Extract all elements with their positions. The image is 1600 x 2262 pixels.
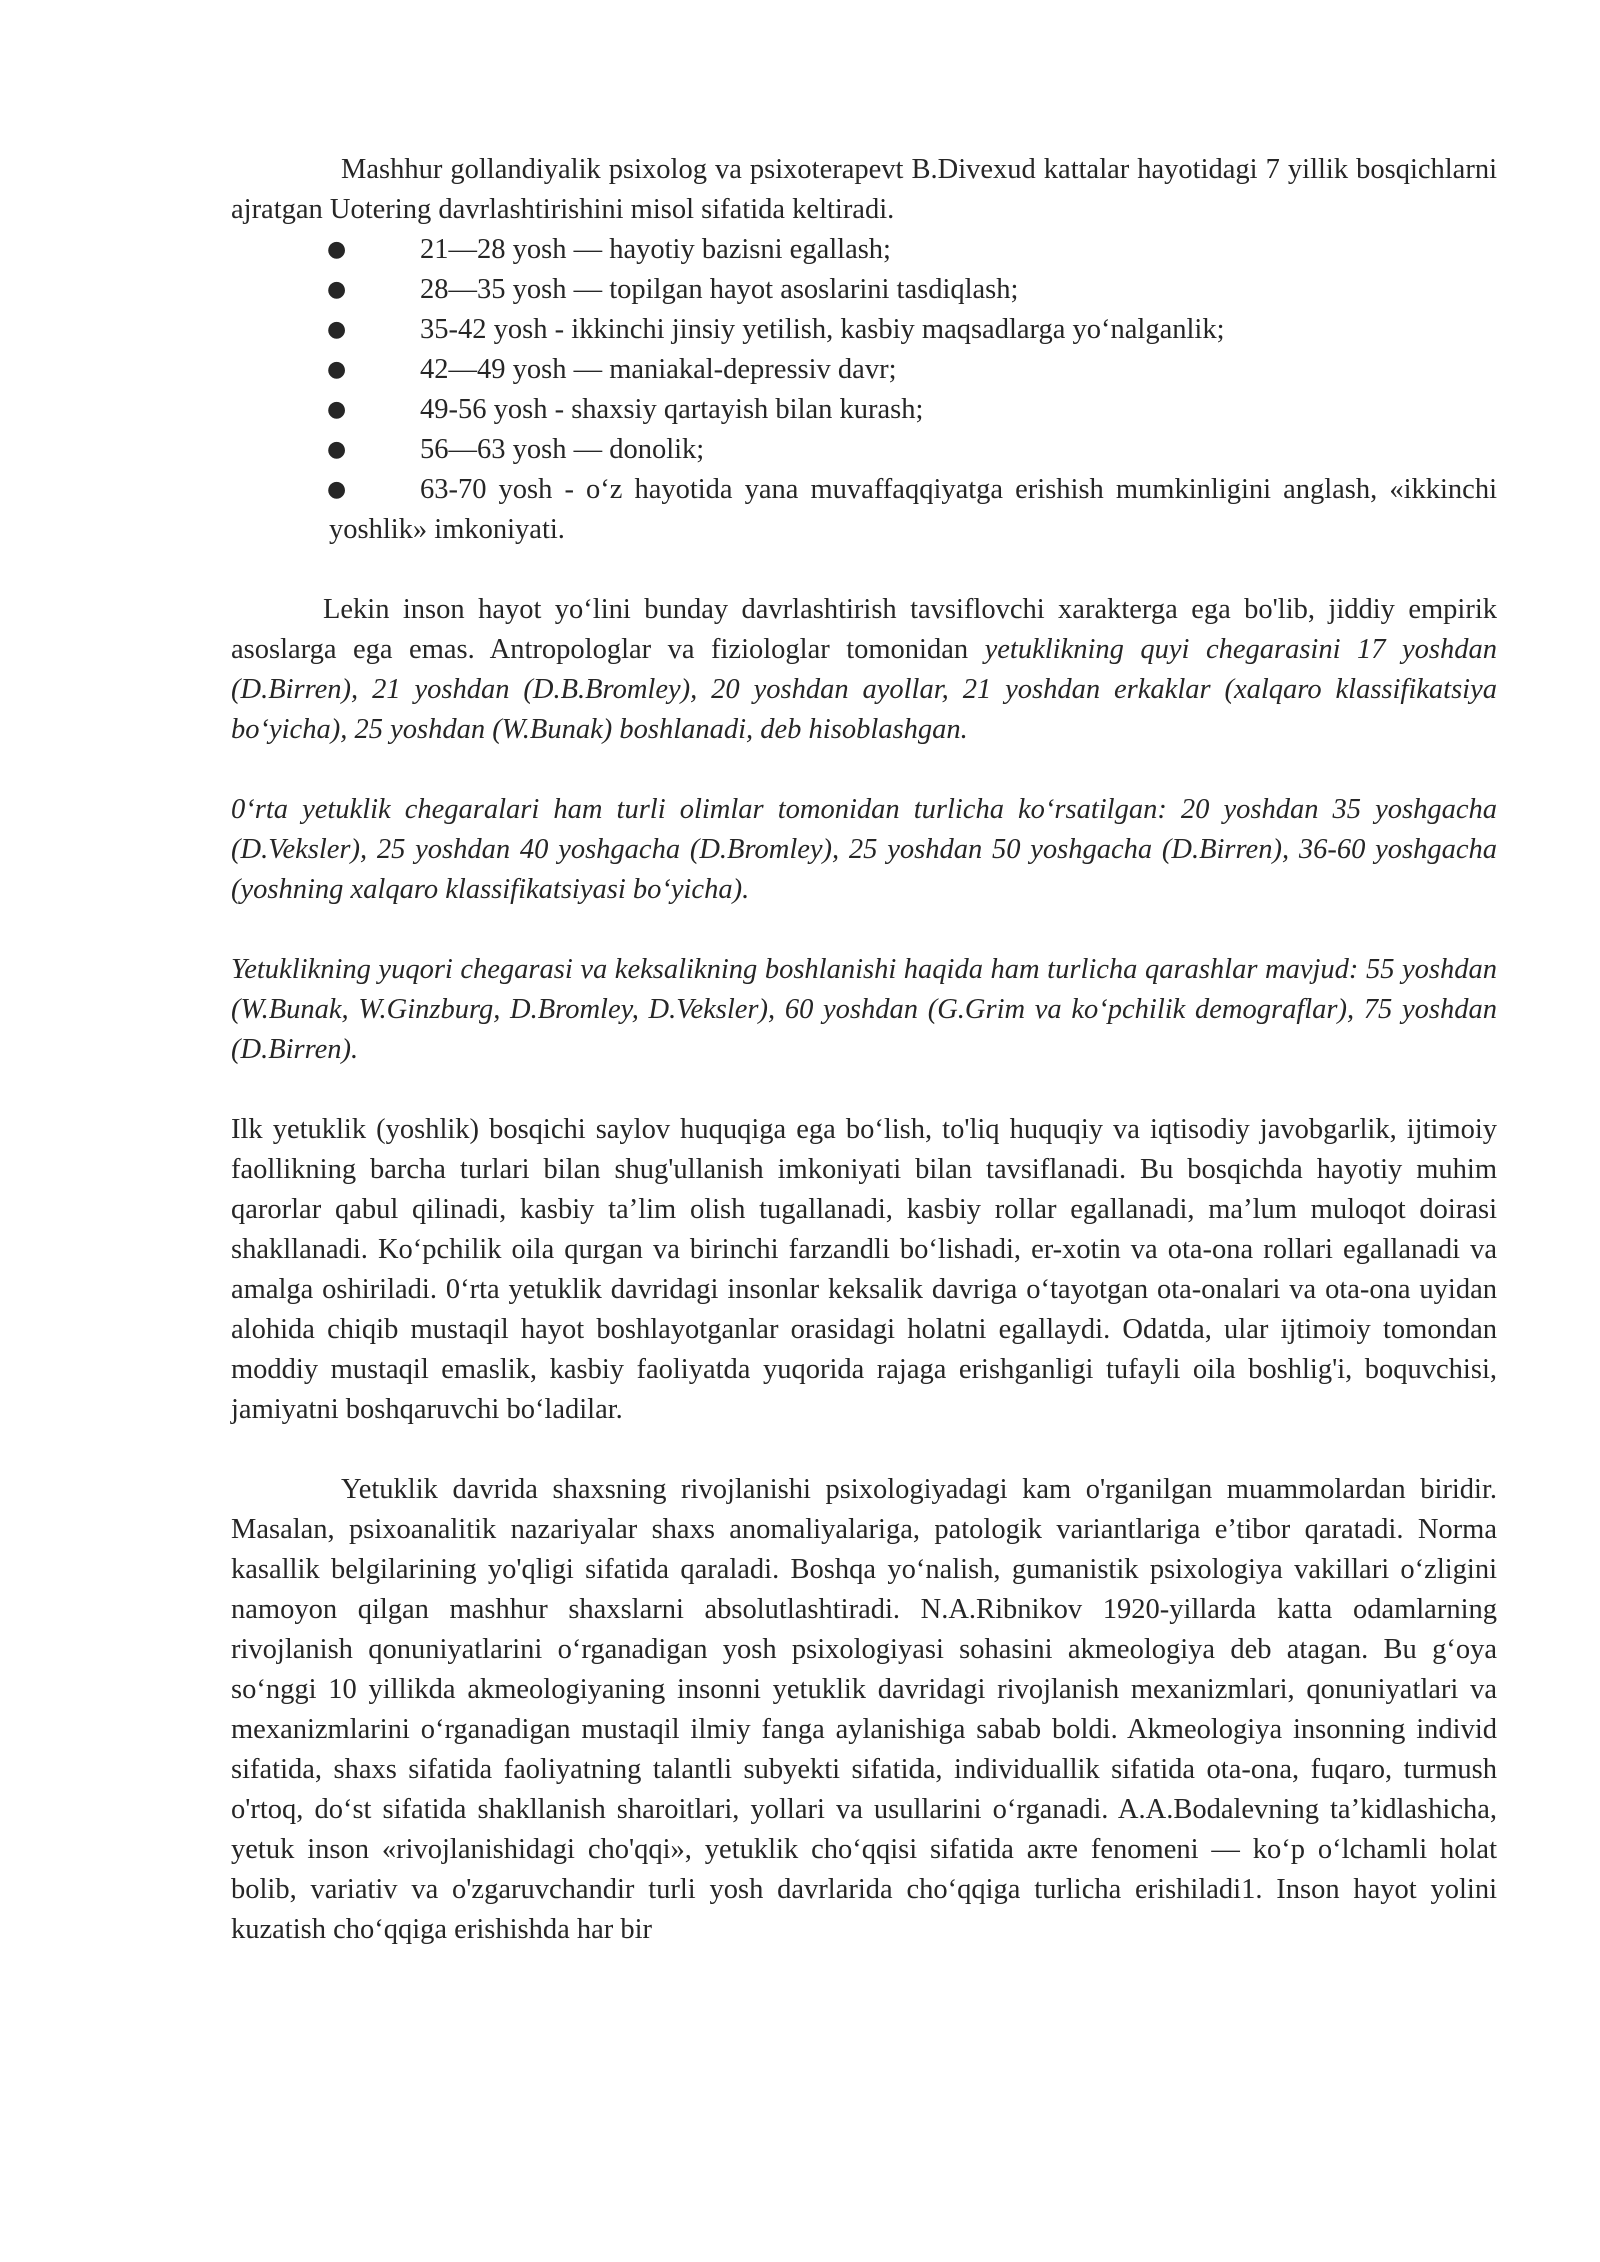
intro-paragraph: Mashhur gollandiyalik psixolog va psixoterapevt B.Divexud kattalar hayotidagi 7 yillik bosqichlarni ajratgan Uotering davrlashtirishini misol sifatida keltiradi. (231, 154, 1497, 225)
document-page (231, 150, 1497, 1950)
bullet-icon: ● (327, 437, 347, 462)
bullet-icon: ● (327, 397, 347, 422)
list-item: ● 35-42 yosh - ikkinchi jinsiy yetilish, kasbiy maqsadlarga yo‘nalganlik; (231, 310, 1497, 350)
bullet-icon: ● (327, 477, 347, 502)
paragraph-upper-boundary: Yetuklikning yuqori chegarasi va keksalikning boshlanishi haqida ham turlicha qarashlar mavjud: 55 yoshdan (W.Bunak, W.Ginzburg, D.Bromley, D.Veksler), 60 yoshdan (G.Grim va ko‘pchilik demograflar), 75 yoshdan (D.Birren). (231, 954, 1497, 1065)
list-item: ● 28—35 yosh — topilgan hayot asoslarini tasdiqlash; (231, 270, 1497, 310)
paragraph-acmeology: Yetuklik davrida shaxsning rivojlanishi psixologiyadagi kam o'rganilgan muammolardan biridir. Masalan, psixoanalitik nazariyalar shaxs anomaliyalariga, patologik variantlariga e’tibor qaratadi. Norma kasallik belgilarining yo'qligi sifatida qaraladi. Boshqa yo‘nalish, gumanistik psixologiya vakillari o‘zligini namoyon qilgan mashhur shaxslarni absolutlashtiradi. N.A.Ribnikov 1920-yillarda katta odamlarning rivojlanish qonuniyatlarini o‘rganadigan yosh psixologiyasi sohasini akmeologiya deb atagan. Bu g‘oya so‘nggi 10 yillikda akmeologiyaning insonni yetuklik davridagi rivojlanish mexanizmlari, qonuniyatlari va mexanizmlarini o‘rganadigan mustaqil ilmiy fanga aylanishiga sabab boldi. Akmeologiya insonning individ sifatida, shaxs sifatida faoliyatning talantli subyekti sifatida, individuallik sifatida ota-ona, fuqaro, turmush o'rtoq, do‘st sifatida shakllanish sharoitlari, yollari va usullarini o‘rganadi. A.A.Bodalevning ta’kidlashicha, yetuk inson «rivojlanishidagi cho'qqi», yetuklik cho‘qqisi sifatida акте fenomeni — ko‘p o‘lchamli holat bolib, variativ va o'zgaruvchandir turli yosh davrlarida cho‘qqiga turlicha erishiladi1. Inson hayot yolini kuzatish cho‘qqiga erishishda har bir (231, 1474, 1497, 1945)
paragraph-middle-maturity: 0‘rta yetuklik chegaralari ham turli olimlar tomonidan turlicha ko‘rsatilgan: 20 yoshdan 35 yoshgacha (D.Veksler), 25 yoshdan 40 yoshgacha (D.Bromley), 25 yoshdan 50 yoshgacha (D.Birren), 36-60 yoshgacha (yoshning xalqaro klassifikatsiyasi bo‘yicha). (231, 794, 1497, 905)
list-item: ● 21—28 yosh — hayotiy bazisni egallash; (231, 230, 1497, 270)
list-item: ● 49-56 yosh - shaxsiy qartayish bilan kurash; (231, 390, 1497, 430)
list-item: ● 42—49 yosh — maniakal-depressiv davr; (231, 350, 1497, 390)
list-item: ● 56—63 yosh — donolik; (231, 430, 1497, 470)
bullet-icon: ● (327, 317, 347, 342)
bullet-icon: ● (327, 237, 347, 262)
stages-list (231, 230, 1497, 550)
list-item: ● 63-70 yosh - o‘z hayotida yana muvaffaqqiyatga erishish mumkinligini anglash, «ikkinchi yoshlik» imkoniyati. (231, 470, 1497, 550)
bullet-icon: ● (327, 357, 347, 382)
paragraph-periodization: Lekin inson hayot yo‘lini bunday davrlashtirish tavsiflovchi xarakterga ega bo'lib, jiddiy empirik asoslarga ega emas. Antropologlar va fiziologlar tomonidan yetuklikning quyi chegarasini 17 yoshdan (D.Birren), 21 yoshdan (D.B.Bromley), 20 yoshdan ayollar, 21 yoshdan erkaklar (xalqaro klassifikatsiya bo‘yicha), 25 yoshdan (W.Bunak) boshlanadi, deb hisoblashgan. (231, 594, 1497, 745)
bullet-icon: ● (327, 277, 347, 302)
paragraph-early-maturity: Ilk yetuklik (yoshlik) bosqichi saylov huquqiga ega bo‘lish, to'liq huquqiy va iqtisodiy javobgarlik, ijtimoiy faollikning barcha turlari bilan shug'ullanish imkoniyati bilan tavsiflanadi. Bu bosqichda hayotiy muhim qarorlar qabul qilinadi, kasbiy ta’lim olish tugallanadi, kasbiy rollar egallanadi, ma’lum muloqot doirasi shakllanadi. Ko‘pchilik oila qurgan va birinchi farzandli bo‘lishadi, er-xotin va ota-ona rollari egallanadi va amalga oshiriladi. 0‘rta yetuklik davridagi insonlar keksalik davriga o‘tayotgan ota-onalari va ota-ona uyidan alohida chiqib mustaqil hayot boshlayotganlar orasidagi holatni egallaydi. Odatda, ular ijtimoiy tomondan moddiy mustaqil emaslik, kasbiy faoliyatda yuqorida rajaga erishganligi tufayli oila boshlig'i, boquvchisi, jamiyatni boshqaruvchi bo‘ladilar. (231, 1114, 1497, 1425)
